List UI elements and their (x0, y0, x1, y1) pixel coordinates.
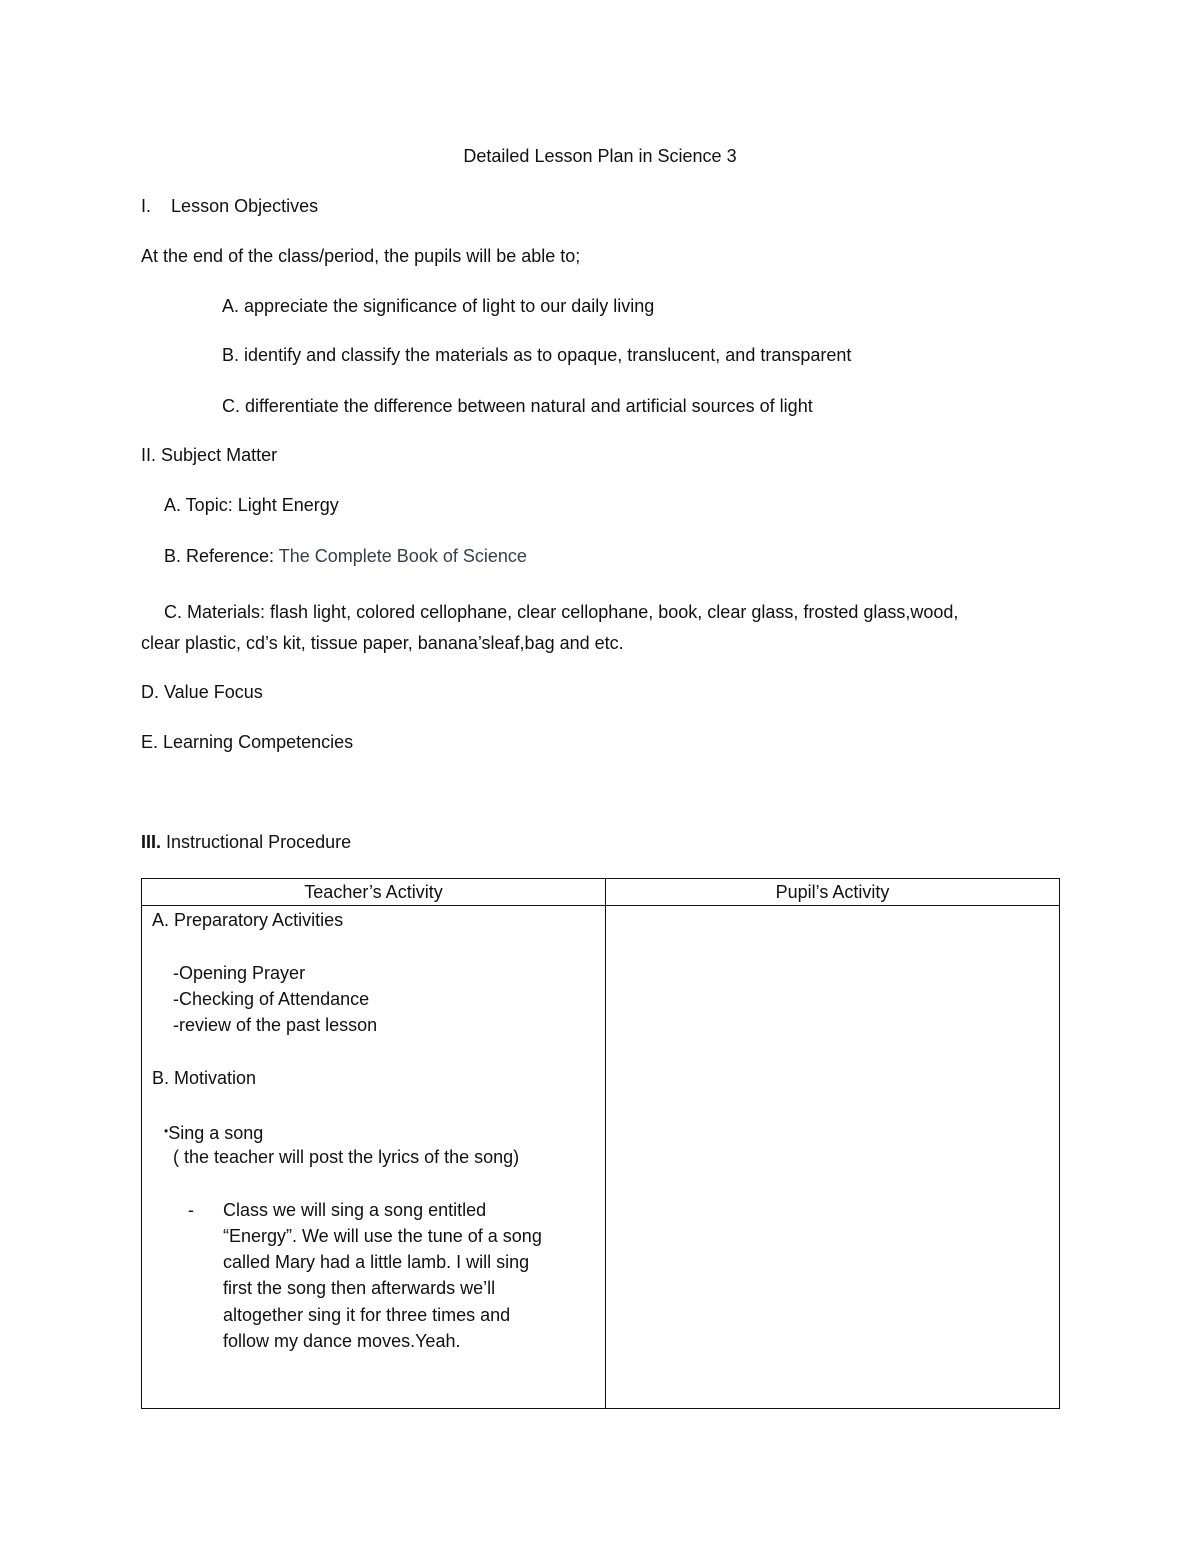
sing-text: Sing a song (168, 1123, 264, 1143)
teacher-activity-cell (142, 906, 606, 1409)
paragraph-line: Class we will sing a song entitled (223, 1200, 487, 1220)
section-2-numeral: II. (141, 445, 157, 465)
learning-competencies: E. Learning Competencies (141, 732, 354, 752)
section-3-heading (141, 830, 351, 854)
objective-c (222, 394, 813, 418)
paragraph-line: called Mary had a little lamb. I will sing (223, 1252, 530, 1272)
objective-a (222, 294, 654, 318)
value-focus: D. Value Focus (141, 682, 263, 702)
topic-label: A. Topic: (164, 495, 233, 515)
section-1-heading (141, 194, 318, 218)
paragraph-line: altogether sing it for three times and (223, 1305, 511, 1325)
reference-line (164, 544, 527, 568)
objective-letter: A. (222, 296, 240, 316)
section-1-numeral: I. (141, 196, 152, 216)
reference-label: B. Reference: (164, 546, 275, 566)
objective-letter: B. (222, 345, 240, 365)
materials-line-2: clear plastic, cd’s kit, tissue paper, banana’sleaf,bag and etc. (141, 633, 624, 653)
materials-line-1: C. Materials: flash light, colored cellophane, clear cellophane, book, clear glass, frosted glass,wood, (164, 602, 959, 622)
objective-text: appreciate the significance of light to our daily living (244, 296, 655, 316)
section-3-title: Instructional Procedure (166, 832, 352, 852)
section-2-title: Subject Matter (161, 445, 278, 465)
teacher-activity-header: Teacher’s Activity (142, 879, 606, 906)
paragraph-line: first the song then afterwards we’ll (223, 1278, 496, 1298)
teacher-note: ( the teacher will post the lyrics of the song) (173, 1147, 520, 1167)
section-1-title: Lesson Objectives (171, 196, 319, 216)
dash-marker: - (188, 1200, 194, 1220)
objective-text: differentiate the difference between natural and artificial sources of light (245, 396, 813, 416)
objective-text: identify and classify the materials as to opaque, translucent, and transparent (244, 345, 852, 365)
pupil-activity-header: Pupil’s Activity (606, 879, 1060, 906)
procedure-table (141, 878, 1060, 1409)
prep-item: -review of the past lesson (173, 1015, 378, 1035)
paragraph-line: follow my dance moves.Yeah. (223, 1331, 461, 1351)
table-header-row (142, 879, 1060, 906)
motivation-heading: B. Motivation (152, 1068, 257, 1088)
topic-value: Light Energy (237, 495, 339, 515)
objective-b (222, 343, 851, 367)
pupil-activity-cell (606, 906, 1060, 1409)
topic-line (164, 493, 339, 517)
table-row (142, 906, 1060, 1409)
objective-letter: C. (222, 396, 240, 416)
sing-line (164, 1119, 263, 1145)
preparatory-heading: A. Preparatory Activities (152, 910, 344, 930)
prep-item: -Opening Prayer (173, 963, 306, 983)
prep-item: -Checking of Attendance (173, 989, 370, 1009)
section-3-numeral: III. (141, 832, 162, 852)
paragraph-line: “Energy”. We will use the tune of a song (223, 1226, 542, 1246)
objectives-intro: At the end of the class/period, the pupils will be able to; (141, 246, 581, 266)
section-2-heading (141, 443, 277, 467)
bullet-icon: • (164, 1124, 169, 1138)
reference-value: The Complete Book of Science (278, 546, 527, 566)
document-title: Detailed Lesson Plan in Science 3 (463, 146, 737, 166)
